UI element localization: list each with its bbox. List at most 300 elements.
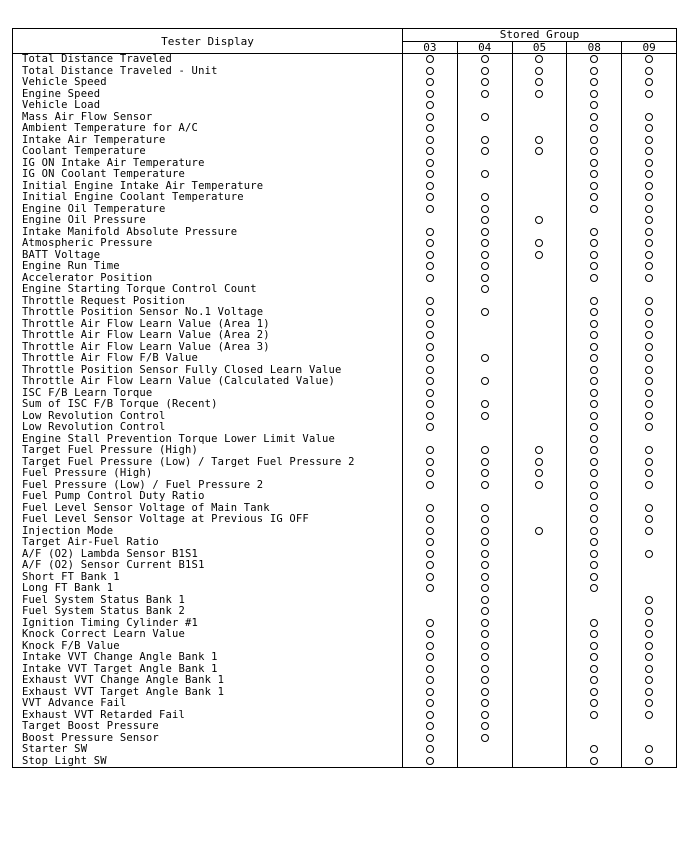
group-cell-05 bbox=[512, 480, 567, 492]
group-cell-03 bbox=[403, 595, 458, 607]
circle-icon bbox=[426, 757, 434, 765]
group-cell-04 bbox=[457, 112, 512, 124]
group-cell-09 bbox=[622, 89, 677, 101]
group-cell-03 bbox=[403, 710, 458, 722]
circle-icon bbox=[481, 515, 489, 523]
circle-icon bbox=[481, 147, 489, 155]
group-cell-04 bbox=[457, 77, 512, 89]
group-cell-03 bbox=[403, 66, 458, 78]
circle-icon bbox=[590, 113, 598, 121]
group-cell-05 bbox=[512, 572, 567, 584]
group-cell-09 bbox=[622, 503, 677, 515]
circle-icon bbox=[645, 297, 653, 305]
group-cell-03 bbox=[403, 146, 458, 158]
circle-icon bbox=[426, 481, 434, 489]
group-cell-04 bbox=[457, 480, 512, 492]
circle-icon bbox=[426, 101, 434, 109]
circle-icon bbox=[590, 458, 598, 466]
group-cell-09 bbox=[622, 698, 677, 710]
group-cell-08 bbox=[567, 307, 622, 319]
table-body bbox=[13, 54, 677, 768]
group-cell-05 bbox=[512, 77, 567, 89]
circle-icon bbox=[535, 239, 543, 247]
table-row bbox=[13, 595, 677, 607]
table-row bbox=[13, 204, 677, 216]
circle-icon bbox=[645, 193, 653, 201]
group-cell-08 bbox=[567, 261, 622, 273]
circle-icon bbox=[535, 481, 543, 489]
group-cell-03 bbox=[403, 54, 458, 66]
circle-icon bbox=[590, 550, 598, 558]
circle-icon bbox=[481, 481, 489, 489]
group-cell-09 bbox=[622, 250, 677, 262]
group-cell-04 bbox=[457, 422, 512, 434]
group-cell-08 bbox=[567, 710, 622, 722]
group-cell-08 bbox=[567, 537, 622, 549]
circle-icon bbox=[590, 642, 598, 650]
table-row bbox=[13, 307, 677, 319]
group-cell-03 bbox=[403, 250, 458, 262]
group-cell-03 bbox=[403, 169, 458, 181]
table-row bbox=[13, 491, 677, 503]
circle-icon bbox=[645, 239, 653, 247]
tester-display-item: Throttle Air Flow Learn Value (Area 3) bbox=[13, 342, 403, 354]
group-cell-04 bbox=[457, 388, 512, 400]
circle-icon bbox=[590, 561, 598, 569]
tester-display-item: Total Distance Traveled - Unit bbox=[13, 66, 403, 78]
circle-icon bbox=[590, 469, 598, 477]
circle-icon bbox=[426, 642, 434, 650]
group-cell-08 bbox=[567, 744, 622, 756]
circle-icon bbox=[535, 67, 543, 75]
group-cell-08 bbox=[567, 434, 622, 446]
circle-icon bbox=[535, 446, 543, 454]
group-cell-04 bbox=[457, 319, 512, 331]
group-cell-04 bbox=[457, 583, 512, 595]
group-cell-04 bbox=[457, 629, 512, 641]
group-cell-08 bbox=[567, 204, 622, 216]
group-cell-08 bbox=[567, 284, 622, 296]
group-cell-08 bbox=[567, 618, 622, 630]
circle-icon bbox=[481, 711, 489, 719]
group-cell-09 bbox=[622, 342, 677, 354]
group-cell-05 bbox=[512, 146, 567, 158]
group-cell-03 bbox=[403, 399, 458, 411]
group-cell-04 bbox=[457, 641, 512, 653]
tester-display-item: Exhaust VVT Retarded Fail bbox=[13, 710, 403, 722]
group-cell-09 bbox=[622, 560, 677, 572]
group-cell-05 bbox=[512, 319, 567, 331]
group-cell-09 bbox=[622, 399, 677, 411]
table-row bbox=[13, 169, 677, 181]
table-row bbox=[13, 744, 677, 756]
group-cell-09 bbox=[622, 135, 677, 147]
group-cell-09 bbox=[622, 66, 677, 78]
group-cell-03 bbox=[403, 537, 458, 549]
circle-icon bbox=[481, 584, 489, 592]
group-cell-09 bbox=[622, 330, 677, 342]
circle-icon bbox=[426, 550, 434, 558]
circle-icon bbox=[645, 308, 653, 316]
group-cell-09 bbox=[622, 296, 677, 308]
table-row bbox=[13, 560, 677, 572]
table-row bbox=[13, 457, 677, 469]
circle-icon bbox=[645, 182, 653, 190]
group-cell-08 bbox=[567, 89, 622, 101]
table-row bbox=[13, 238, 677, 250]
circle-icon bbox=[590, 630, 598, 638]
tester-display-item: Throttle Position Sensor No.1 Voltage bbox=[13, 307, 403, 319]
tester-display-item: BATT Voltage bbox=[13, 250, 403, 262]
table-row bbox=[13, 411, 677, 423]
tester-display-item: Target Boost Pressure bbox=[13, 721, 403, 733]
group-cell-04 bbox=[457, 169, 512, 181]
circle-icon bbox=[645, 423, 653, 431]
circle-icon bbox=[590, 331, 598, 339]
group-cell-08 bbox=[567, 549, 622, 561]
circle-icon bbox=[535, 90, 543, 98]
circle-icon bbox=[590, 297, 598, 305]
circle-icon bbox=[590, 182, 598, 190]
group-cell-08 bbox=[567, 652, 622, 664]
circle-icon bbox=[645, 642, 653, 650]
group-cell-05 bbox=[512, 491, 567, 503]
table-row bbox=[13, 66, 677, 78]
table-row bbox=[13, 445, 677, 457]
circle-icon bbox=[590, 665, 598, 673]
circle-icon bbox=[645, 400, 653, 408]
group-cell-05 bbox=[512, 606, 567, 618]
table-row bbox=[13, 399, 677, 411]
tester-display-item: ISC F/B Learn Torque bbox=[13, 388, 403, 400]
group-cell-08 bbox=[567, 411, 622, 423]
table-row bbox=[13, 756, 677, 768]
group-cell-05 bbox=[512, 560, 567, 572]
group-cell-05 bbox=[512, 721, 567, 733]
circle-icon bbox=[426, 67, 434, 75]
table-row bbox=[13, 273, 677, 285]
circle-icon bbox=[426, 90, 434, 98]
group-cell-09 bbox=[622, 123, 677, 135]
group-cell-05 bbox=[512, 284, 567, 296]
circle-icon bbox=[590, 538, 598, 546]
group-cell-04 bbox=[457, 54, 512, 66]
circle-icon bbox=[481, 90, 489, 98]
tester-display-item: Throttle Air Flow Learn Value (Area 2) bbox=[13, 330, 403, 342]
table-row bbox=[13, 514, 677, 526]
circle-icon bbox=[481, 538, 489, 546]
group-cell-09 bbox=[622, 100, 677, 112]
group-cell-05 bbox=[512, 238, 567, 250]
tester-display-item: Engine Speed bbox=[13, 89, 403, 101]
tester-display-item: Exhaust VVT Target Angle Bank 1 bbox=[13, 687, 403, 699]
group-cell-08 bbox=[567, 215, 622, 227]
circle-icon bbox=[645, 446, 653, 454]
group-cell-03 bbox=[403, 100, 458, 112]
group-cell-03 bbox=[403, 422, 458, 434]
group-cell-08 bbox=[567, 135, 622, 147]
tester-display-item: Intake Air Temperature bbox=[13, 135, 403, 147]
group-cell-04 bbox=[457, 595, 512, 607]
table-row bbox=[13, 215, 677, 227]
circle-icon bbox=[645, 527, 653, 535]
group-cell-04 bbox=[457, 192, 512, 204]
group-cell-04 bbox=[457, 123, 512, 135]
circle-icon bbox=[426, 366, 434, 374]
group-cell-04 bbox=[457, 261, 512, 273]
circle-icon bbox=[590, 262, 598, 270]
group-cell-05 bbox=[512, 537, 567, 549]
group-cell-08 bbox=[567, 595, 622, 607]
group-cell-09 bbox=[622, 54, 677, 66]
group-cell-09 bbox=[622, 641, 677, 653]
group-cell-05 bbox=[512, 664, 567, 676]
tester-display-item: Throttle Position Sensor Fully Closed Learn Value bbox=[13, 365, 403, 377]
table-row bbox=[13, 618, 677, 630]
circle-icon bbox=[590, 159, 598, 167]
group-cell-05 bbox=[512, 618, 567, 630]
group-cell-09 bbox=[622, 629, 677, 641]
circle-icon bbox=[426, 515, 434, 523]
group-cell-08 bbox=[567, 698, 622, 710]
group-cell-03 bbox=[403, 756, 458, 768]
circle-icon bbox=[481, 205, 489, 213]
circle-icon bbox=[590, 423, 598, 431]
table-row bbox=[13, 664, 677, 676]
tester-display-item: Starter SW bbox=[13, 744, 403, 756]
group-cell-09 bbox=[622, 468, 677, 480]
circle-icon bbox=[535, 527, 543, 535]
tester-display-item: Fuel Pressure (High) bbox=[13, 468, 403, 480]
group-cell-08 bbox=[567, 330, 622, 342]
circle-icon bbox=[645, 343, 653, 351]
group-cell-03 bbox=[403, 468, 458, 480]
stored-group-header: Stored Group bbox=[403, 29, 677, 42]
circle-icon bbox=[535, 136, 543, 144]
circle-icon bbox=[481, 136, 489, 144]
group-cell-05 bbox=[512, 675, 567, 687]
circle-icon bbox=[481, 113, 489, 121]
tester-display-item: Low Revolution Control bbox=[13, 422, 403, 434]
group-cell-05 bbox=[512, 468, 567, 480]
group-cell-08 bbox=[567, 560, 622, 572]
group-cell-08 bbox=[567, 388, 622, 400]
group-cell-08 bbox=[567, 756, 622, 768]
circle-icon bbox=[426, 538, 434, 546]
group-cell-04 bbox=[457, 66, 512, 78]
circle-icon bbox=[590, 136, 598, 144]
group-cell-04 bbox=[457, 146, 512, 158]
group-cell-08 bbox=[567, 422, 622, 434]
tester-display-item: Injection Mode bbox=[13, 526, 403, 538]
circle-icon bbox=[645, 469, 653, 477]
group-cell-04 bbox=[457, 238, 512, 250]
group-header-03: 03 bbox=[403, 41, 458, 54]
circle-icon bbox=[426, 170, 434, 178]
group-cell-05 bbox=[512, 158, 567, 170]
group-cell-09 bbox=[622, 319, 677, 331]
tester-display-item: Engine Run Time bbox=[13, 261, 403, 273]
group-cell-04 bbox=[457, 457, 512, 469]
table-row bbox=[13, 250, 677, 262]
group-cell-05 bbox=[512, 595, 567, 607]
circle-icon bbox=[645, 550, 653, 558]
group-cell-03 bbox=[403, 365, 458, 377]
table-row bbox=[13, 480, 677, 492]
group-cell-04 bbox=[457, 376, 512, 388]
group-cell-04 bbox=[457, 549, 512, 561]
circle-icon bbox=[426, 182, 434, 190]
group-cell-09 bbox=[622, 307, 677, 319]
table-row bbox=[13, 135, 677, 147]
group-cell-08 bbox=[567, 77, 622, 89]
circle-icon bbox=[645, 458, 653, 466]
group-cell-08 bbox=[567, 721, 622, 733]
group-cell-03 bbox=[403, 664, 458, 676]
tester-display-header: Tester Display bbox=[13, 29, 403, 54]
group-header-08: 08 bbox=[567, 41, 622, 54]
group-cell-05 bbox=[512, 181, 567, 193]
tester-display-item: Engine Stall Prevention Torque Lower Limit Value bbox=[13, 434, 403, 446]
tester-display-item: IG ON Coolant Temperature bbox=[13, 169, 403, 181]
group-cell-08 bbox=[567, 480, 622, 492]
group-cell-09 bbox=[622, 721, 677, 733]
tester-display-item: Sum of ISC F/B Torque (Recent) bbox=[13, 399, 403, 411]
group-cell-09 bbox=[622, 652, 677, 664]
group-header-09: 09 bbox=[622, 41, 677, 54]
group-cell-03 bbox=[403, 112, 458, 124]
circle-icon bbox=[426, 400, 434, 408]
group-cell-03 bbox=[403, 284, 458, 296]
tester-display-item: Fuel System Status Bank 1 bbox=[13, 595, 403, 607]
group-cell-03 bbox=[403, 181, 458, 193]
circle-icon bbox=[426, 159, 434, 167]
group-cell-09 bbox=[622, 480, 677, 492]
circle-icon bbox=[590, 274, 598, 282]
group-cell-09 bbox=[622, 77, 677, 89]
circle-icon bbox=[645, 205, 653, 213]
group-cell-09 bbox=[622, 365, 677, 377]
circle-icon bbox=[481, 688, 489, 696]
group-cell-04 bbox=[457, 560, 512, 572]
circle-icon bbox=[645, 55, 653, 63]
group-cell-05 bbox=[512, 112, 567, 124]
tester-display-item: Exhaust VVT Change Angle Bank 1 bbox=[13, 675, 403, 687]
circle-icon bbox=[481, 527, 489, 535]
group-cell-08 bbox=[567, 319, 622, 331]
table-row bbox=[13, 606, 677, 618]
circle-icon bbox=[481, 239, 489, 247]
circle-icon bbox=[481, 170, 489, 178]
circle-icon bbox=[590, 699, 598, 707]
group-cell-05 bbox=[512, 330, 567, 342]
circle-icon bbox=[590, 711, 598, 719]
circle-icon bbox=[426, 722, 434, 730]
circle-icon bbox=[426, 239, 434, 247]
tester-display-item: Intake VVT Target Angle Bank 1 bbox=[13, 664, 403, 676]
group-cell-09 bbox=[622, 675, 677, 687]
group-cell-08 bbox=[567, 445, 622, 457]
group-cell-09 bbox=[622, 733, 677, 745]
circle-icon bbox=[426, 320, 434, 328]
circle-icon bbox=[426, 136, 434, 144]
group-cell-03 bbox=[403, 514, 458, 526]
table-row bbox=[13, 100, 677, 112]
circle-icon bbox=[590, 343, 598, 351]
group-cell-09 bbox=[622, 606, 677, 618]
table-row bbox=[13, 89, 677, 101]
table-row bbox=[13, 296, 677, 308]
stored-group-table-container bbox=[12, 28, 677, 768]
group-cell-09 bbox=[622, 376, 677, 388]
circle-icon bbox=[426, 377, 434, 385]
group-cell-03 bbox=[403, 215, 458, 227]
circle-icon bbox=[426, 504, 434, 512]
circle-icon bbox=[645, 757, 653, 765]
group-cell-03 bbox=[403, 721, 458, 733]
circle-icon bbox=[590, 573, 598, 581]
circle-icon bbox=[481, 596, 489, 604]
circle-icon bbox=[645, 228, 653, 236]
circle-icon bbox=[481, 619, 489, 627]
group-cell-04 bbox=[457, 664, 512, 676]
circle-icon bbox=[590, 400, 598, 408]
group-cell-08 bbox=[567, 583, 622, 595]
group-cell-08 bbox=[567, 526, 622, 538]
group-cell-03 bbox=[403, 330, 458, 342]
circle-icon bbox=[590, 676, 598, 684]
circle-icon bbox=[590, 251, 598, 259]
tester-display-item: IG ON Intake Air Temperature bbox=[13, 158, 403, 170]
group-cell-03 bbox=[403, 583, 458, 595]
group-header-04: 04 bbox=[457, 41, 512, 54]
table-row bbox=[13, 629, 677, 641]
group-cell-08 bbox=[567, 100, 622, 112]
group-cell-08 bbox=[567, 468, 622, 480]
group-cell-09 bbox=[622, 146, 677, 158]
tester-display-item: Accelerator Position bbox=[13, 273, 403, 285]
group-cell-04 bbox=[457, 572, 512, 584]
group-cell-05 bbox=[512, 54, 567, 66]
circle-icon bbox=[481, 573, 489, 581]
group-cell-03 bbox=[403, 698, 458, 710]
circle-icon bbox=[590, 492, 598, 500]
circle-icon bbox=[426, 676, 434, 684]
circle-icon bbox=[645, 377, 653, 385]
table-header bbox=[13, 29, 677, 54]
tester-display-item: Throttle Air Flow Learn Value (Calculated Value) bbox=[13, 376, 403, 388]
circle-icon bbox=[426, 113, 434, 121]
circle-icon bbox=[426, 688, 434, 696]
circle-icon bbox=[645, 124, 653, 132]
group-cell-09 bbox=[622, 514, 677, 526]
tester-display-item: Throttle Air Flow F/B Value bbox=[13, 353, 403, 365]
group-cell-03 bbox=[403, 77, 458, 89]
circle-icon bbox=[590, 481, 598, 489]
group-cell-05 bbox=[512, 169, 567, 181]
circle-icon bbox=[590, 193, 598, 201]
group-cell-09 bbox=[622, 549, 677, 561]
table-row bbox=[13, 549, 677, 561]
circle-icon bbox=[426, 124, 434, 132]
table-row bbox=[13, 468, 677, 480]
group-cell-08 bbox=[567, 675, 622, 687]
group-cell-03 bbox=[403, 307, 458, 319]
group-cell-09 bbox=[622, 273, 677, 285]
group-cell-03 bbox=[403, 618, 458, 630]
group-cell-08 bbox=[567, 733, 622, 745]
group-cell-09 bbox=[622, 445, 677, 457]
